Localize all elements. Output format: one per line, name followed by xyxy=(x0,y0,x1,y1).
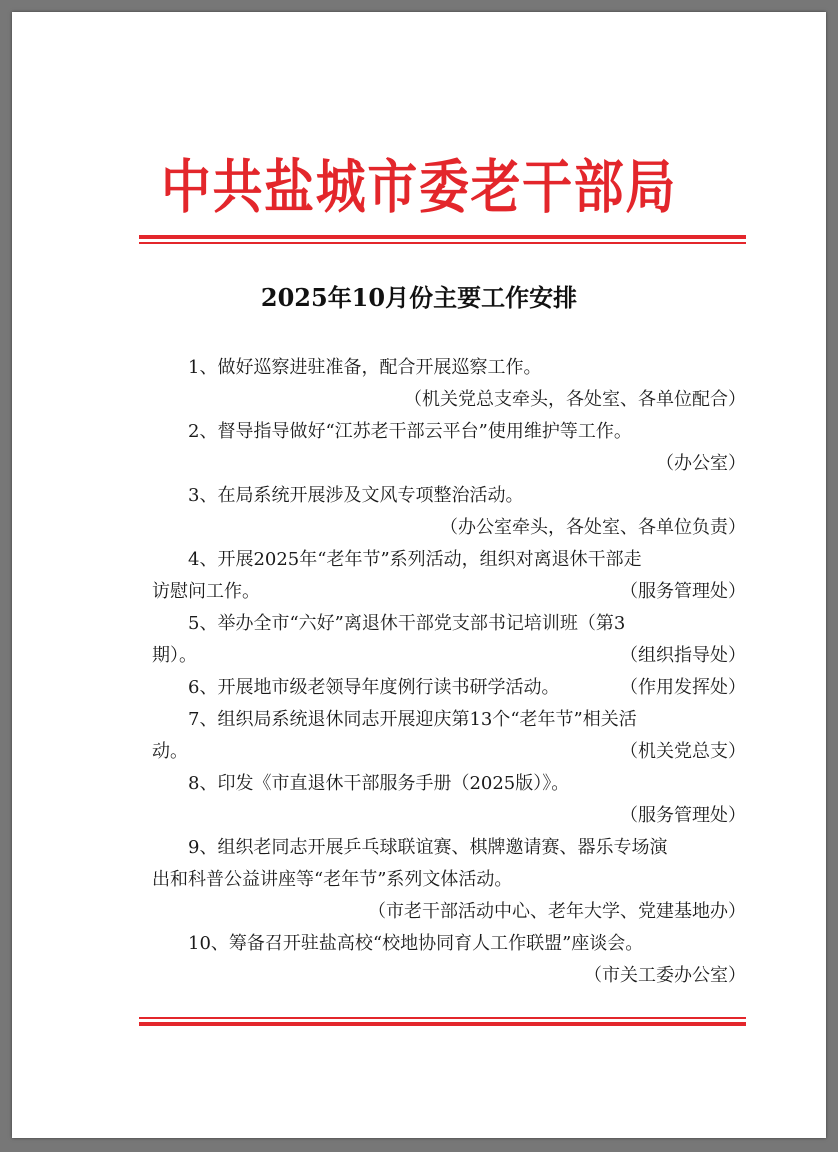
list-item: 7、组织局系统退休同志开展迎庆第13个“老年节”相关活 xyxy=(188,709,637,730)
list-item: 8、印发《市直退休干部服务手册（2025版）》。 xyxy=(188,773,570,794)
responsible-unit: （机关党总支） xyxy=(620,741,746,762)
list-item-cont: 动。 xyxy=(152,741,188,762)
list-item-cont: 访慰问工作。 xyxy=(152,581,260,602)
responsible-unit: （作用发挥处） xyxy=(620,677,746,698)
document-title: 2025年10月份主要工作安排 xyxy=(260,283,578,312)
document-page xyxy=(12,12,826,1138)
list-item: 1、做好巡察进驻准备，配合开展巡察工作。 xyxy=(188,357,542,378)
footer-rule xyxy=(139,1017,746,1026)
list-item-continuation xyxy=(152,736,746,768)
list-item-continuation xyxy=(152,640,746,672)
list-item-cont: 期）。 xyxy=(152,645,197,666)
masthead-rule xyxy=(139,235,746,244)
responsible-unit: （办公室牵头，各处室、各单位负责） xyxy=(440,517,746,538)
list-item: 3、在局系统开展涉及文风专项整治活动。 xyxy=(188,485,524,506)
list-item: 9、组织老同志开展乒乓球联谊赛、棋牌邀请赛、器乐专场演 xyxy=(188,837,668,858)
responsible-unit: （组织指导处） xyxy=(620,645,746,666)
responsible-unit: （办公室） xyxy=(656,453,746,474)
list-item-continuation xyxy=(152,576,746,608)
list-item: 10、筹备召开驻盐高校“校地协同育人工作联盟”座谈会。 xyxy=(188,933,644,954)
list-item-row xyxy=(152,672,746,704)
responsible-unit: （服务管理处） xyxy=(620,805,746,826)
list-item: 6、开展地市级老领导年度例行读书研学活动。 xyxy=(188,677,560,698)
responsible-unit: （服务管理处） xyxy=(620,581,746,602)
responsible-unit: （市关工委办公室） xyxy=(584,965,746,986)
responsible-unit: （机关党总支牵头，各处室、各单位配合） xyxy=(404,389,746,410)
list-item: 4、开展2025年“老年节”系列活动，组织对离退休干部走 xyxy=(188,549,642,570)
list-item: 2、督导指导做好“江苏老干部云平台”使用维护等工作。 xyxy=(188,421,632,442)
masthead: 中共盐城市委老干部局 xyxy=(160,153,677,221)
document-body xyxy=(152,352,746,992)
list-item-cont: 出和科普公益讲座等“老年节”系列文体活动。 xyxy=(152,869,513,890)
list-item: 5、举办全市“六好”离退休干部党支部书记培训班（第3 xyxy=(188,613,626,634)
responsible-unit: （市老干部活动中心、老年大学、党建基地办） xyxy=(368,901,746,922)
